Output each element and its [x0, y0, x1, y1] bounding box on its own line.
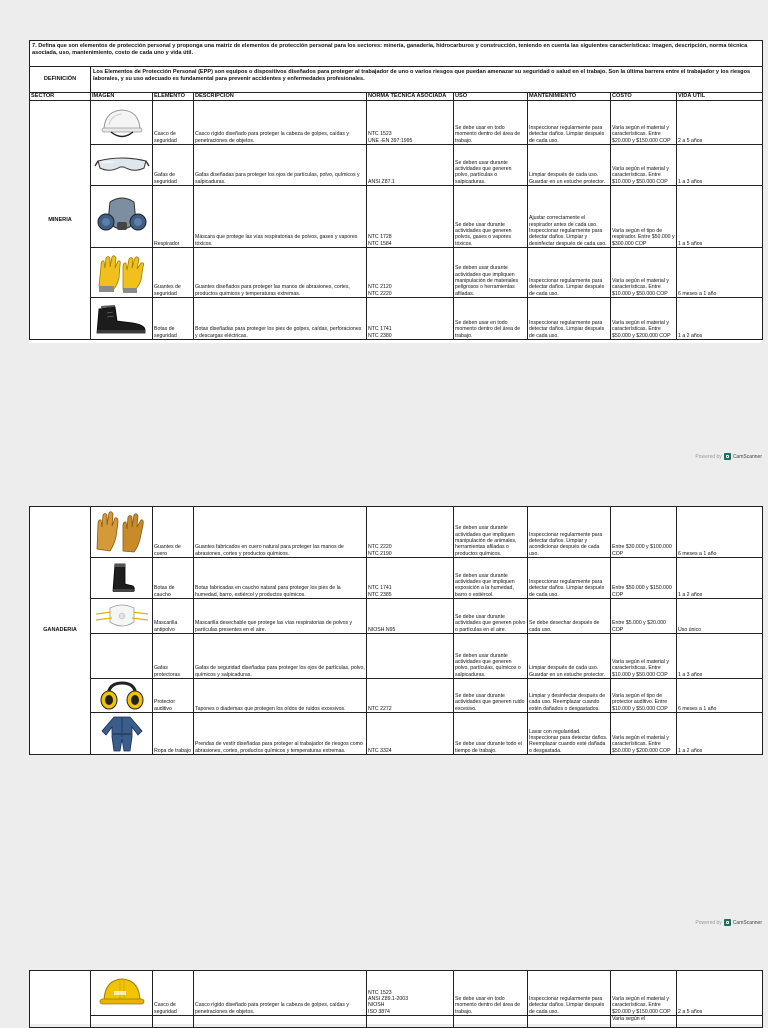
mantenimiento-cell: Inspeccionar regularmente para detectar daños. Limpiar y acondicionar después de cada uso. — [528, 507, 611, 558]
vida-util-cell: 1 a 2 años — [677, 558, 763, 599]
norma-cell: NTC 1523 ANSI Z89.1-2003 NIOSH ISO 3874 — [367, 971, 454, 1016]
descripcion-cell: Botas fabricadas en caucho natural para proteger los pies de la humedad, barro, estiércol y productos químicos. — [194, 558, 367, 599]
costo-cell: Varía según el material y características. Entre $10.000 y $50.000 COP — [611, 248, 677, 298]
descripcion-cell: Casco rígido diseñado para proteger la cabeza de golpes, caídas y penetraciones de objetos. — [194, 971, 367, 1016]
header-costo: COSTO — [611, 93, 677, 101]
costo-cell: Varía según el material y características. Entre $20.000 y $150.000 COP — [611, 971, 677, 1016]
camscanner-brand-text: CamScanner — [732, 919, 762, 926]
image-cell — [91, 971, 153, 1016]
mantenimiento-cell: Inspeccionar regularmente para detectar daños. Limpiar después de cada uso. — [528, 248, 611, 298]
norma-cell: NTC 2120 NTC 2220 — [367, 248, 454, 298]
camscanner-logo-icon — [724, 919, 731, 926]
vida-util-cell: 1 a 3 años — [677, 145, 763, 186]
costo-cell: Varía según el material y características. Entre $20.000 y $150.000 COP — [611, 101, 677, 145]
mantenimiento-cell: Inspeccionar regularmente para detectar daños. Limpiar después de cada uso. — [528, 101, 611, 145]
table-row — [30, 186, 763, 248]
leather-gloves-icon — [93, 509, 151, 555]
costo-cell: Varía según el tipo de respirador. Entre $50.000 y $300.000 COP — [611, 186, 677, 248]
elemento-cell: Mascarilla antipolvo — [153, 599, 194, 634]
costo-cell: Varía según el tipo de protector auditivo. Entre $10.000 y $50.000 COP — [611, 679, 677, 713]
image-cell — [91, 145, 153, 186]
norma-cell: NTC 3324 — [367, 713, 454, 755]
vida-util-cell: Uso único — [677, 599, 763, 634]
descripcion-cell-empty — [194, 1016, 367, 1028]
header-norma: NORMA TECNICA ASOCIADA — [367, 93, 454, 101]
descripcion-cell: Mascarilla desechable que protege las vías respiratorias de polvos y partículas presentes en el aire. — [194, 599, 367, 634]
mantenimiento-cell: Ajustar correctamente el respirador antes de cada uso. Inspeccionar regularmente para detectar daños. Limpiar y desinfectar después de cada uso. — [528, 186, 611, 248]
elemento-cell: Ropa de trabajo — [153, 713, 194, 755]
uso-cell: Se debe usar durante actividades que generen polvos, gases o vapores tóxicos. — [454, 186, 528, 248]
image-cell — [91, 101, 153, 145]
costo-cell: Entre $30.000 y $100.000 COP — [611, 507, 677, 558]
mantenimiento-cell: Limpiar después de cada uso. Guardar en un estuche protector. — [528, 634, 611, 679]
table-row — [30, 713, 763, 755]
costo-cell: Entre $50.000 y $150.000 COP — [611, 558, 677, 599]
camscanner-brand-text: CamScanner — [732, 453, 762, 460]
descripcion-cell: Guantes fabricados en cuero natural para proteger las manos de abrasiones, cortes y productos químicos. — [194, 507, 367, 558]
table-row — [30, 599, 763, 634]
costo-cell: Varía según el material y características. Entre $10.000 y $50.000 COP — [611, 634, 677, 679]
costo-cell: Entre $5.000 y $20.000 COP — [611, 599, 677, 634]
mantenimiento-cell: Inspeccionar regularmente para detectar daños. Limpiar después de cada uso. — [528, 558, 611, 599]
table-row — [30, 634, 763, 679]
elemento-cell: Botas de seguridad — [153, 298, 194, 340]
elemento-cell: Gafas de seguridad — [153, 145, 194, 186]
camscanner-logo-icon — [724, 453, 731, 460]
image-cell — [91, 507, 153, 558]
mantenimiento-cell: Inspeccionar regularmente para detectar daños. Limpiar después de cada uso. — [528, 971, 611, 1016]
table-row — [30, 248, 763, 298]
ear-muffs-icon — [100, 681, 144, 711]
uso-cell: Se deben usar durante actividades que impliquen manipulación de animales, herramientas afiladas o productos químicos. — [454, 507, 528, 558]
definition-text: Los Elementos de Protección Personal (EPP) son equipos o dispositivos diseñados para proteger al trabajador de uno o varios riesgos que puedan amenazar su seguridad o salud en el trabajo. Son la última barrera entre el trabajador y los riesgos laborales, y su uso adecuado es fundamental para prevenir accidentes y enfermedades profesionales. — [91, 67, 763, 93]
vida-util-cell: 1 a 3 años — [677, 634, 763, 679]
elemento-cell: Guantes de cuero — [153, 507, 194, 558]
costo-cell: Varía según el material y características. Entre $50.000 y $200.000 COP — [611, 713, 677, 755]
vida-util-cell: 2 a 5 años — [677, 971, 763, 1016]
camscanner-watermark-1 — [695, 453, 762, 460]
uso-cell: Se deben usar en todo momento dentro del área de trabajo. — [454, 298, 528, 340]
powered-by-text: Powered by — [695, 919, 722, 926]
vida-util-cell: 6 meses a 1 año — [677, 679, 763, 713]
uso-cell: Se deben usar durante actividades que impliquen exposición a la humedad, barro o estiércol. — [454, 558, 528, 599]
norma-cell-empty — [367, 1016, 454, 1028]
vida-util-cell: 1 a 5 años — [677, 186, 763, 248]
uso-cell: Se deben usar durante actividades que generen polvo, partículas o salpicaduras. — [454, 145, 528, 186]
descripcion-cell: Prendas de vestir diseñadas para proteger al trabajador de riesgos como abrasiones, cortes, productos químicos y temperaturas extremas. — [194, 713, 367, 755]
mantenimiento-cell: Limpiar y desinfectar después de cada uso. Reemplazar cuando estén dañados o desgastados. — [528, 679, 611, 713]
norma-cell: NTC 1523 UNE -EN 397:1995 — [367, 101, 454, 145]
costo-cell: Varía según el material y características. Entre $10.000 y $50.000 COP — [611, 145, 677, 186]
document-page-3 — [29, 970, 762, 1024]
elemento-cell: Casco de seguridad — [153, 101, 194, 145]
vida-util-cell: 6 meses a 1 año — [677, 248, 763, 298]
descripcion-cell: Gafas diseñadas para proteger los ojos de partículas, polvo, químicos y salpicaduras. — [194, 145, 367, 186]
vida-util-cell-empty — [677, 1016, 763, 1028]
descripcion-cell: Guantes diseñados para proteger las manos de abrasiones, cortes, productos químicos y temperaturas extremas. — [194, 248, 367, 298]
uso-cell-empty — [454, 1016, 528, 1028]
mantenimiento-cell: Se debe desechar después de cada uso. — [528, 599, 611, 634]
vida-util-cell: 6 meses a 1 año — [677, 507, 763, 558]
header-vida-util: VIDA UTIL — [677, 93, 763, 101]
uso-cell: Se deben usar durante actividades que generen polvo, partículas, químicos o salpicaduras. — [454, 634, 528, 679]
norma-cell: NTC 2220 NTC 2190 — [367, 507, 454, 558]
epp-matrix-table-page3 — [29, 970, 763, 1028]
costo-cell: Varía según el material y características. Entre $50.000 y $200.000 COP — [611, 298, 677, 340]
header-sector: SECTOR — [30, 93, 91, 101]
definition-label: DEFINICIÓN — [30, 67, 91, 93]
elemento-cell-empty — [153, 1016, 194, 1028]
question-text: 7. Defina que son elementos de protección personal y proponga una matriz de elementos de protección personal para los sectores: minería, ganadería, hidrocarburos y construcción, teniendo en cuenta las siguientes características: imagen, descripción, norma técnica asociada, uso, mantenimiento, costo de cada uno y vida útil. — [30, 41, 763, 67]
elemento-cell: Gafas protectoras — [153, 634, 194, 679]
uso-cell: Se deben usar durante actividades que impliquen manipulación de materiales peligrosos o herramientas afiladas. — [454, 248, 528, 298]
uso-cell: Se debe usar en todo momento dentro del área de trabajo. — [454, 101, 528, 145]
image-cell — [91, 186, 153, 248]
mantenimiento-cell: Inspeccionar regularmente para detectar daños. Limpiar después de cada uso. — [528, 298, 611, 340]
norma-cell: NTC 1741 NTC 2380 — [367, 298, 454, 340]
norma-cell: NTC 1728 NTC 1584 — [367, 186, 454, 248]
image-cell — [91, 248, 153, 298]
descripcion-cell: Casco rígido diseñado para proteger la cabeza de golpes, caídas y penetraciones de objetos. — [194, 101, 367, 145]
norma-cell: ANSI Z87.1 — [367, 145, 454, 186]
image-cell-empty — [91, 634, 153, 679]
vida-util-cell: 2 a 5 años — [677, 101, 763, 145]
costo-cell: Varía según el — [611, 1016, 677, 1028]
table-row — [30, 971, 763, 1016]
image-cell — [91, 558, 153, 599]
vida-util-cell: 1 a 2 años — [677, 298, 763, 340]
sector-cell: GANADERIA — [30, 507, 91, 755]
elemento-cell: Botas de caucho — [153, 558, 194, 599]
mantenimiento-cell: Lavar con regularidad. Inspeccionar para detectar daños. Reemplazar cuando esté dañada o desgastada. — [528, 713, 611, 755]
table-row — [30, 679, 763, 713]
descripcion-cell: Tapones o diademas que protegen los oídos de ruidos excesivos. — [194, 679, 367, 713]
header-descripcion: DESCRIPCION — [194, 93, 367, 101]
table-row — [30, 558, 763, 599]
epp-matrix-table-mineria — [29, 40, 763, 340]
uso-cell: Se debe usar en todo momento dentro del área de trabajo. — [454, 971, 528, 1016]
powered-by-text: Powered by — [695, 453, 722, 460]
image-cell-empty — [91, 1016, 153, 1028]
vida-util-cell: 1 a 2 años — [677, 713, 763, 755]
table-row — [30, 1016, 763, 1028]
elemento-cell: Guantes de seguridad — [153, 248, 194, 298]
norma-cell — [367, 634, 454, 679]
norma-cell: NTC 2272 — [367, 679, 454, 713]
elemento-cell: Casco de seguridad — [153, 971, 194, 1016]
sector-cell: MINERIA — [30, 101, 91, 340]
dust-mask-icon — [94, 602, 150, 630]
hard-hat-icon — [97, 103, 147, 143]
table-header-row — [30, 93, 763, 101]
safety-boots-icon — [93, 303, 151, 335]
norma-cell: NIOSH N95 — [367, 599, 454, 634]
document-page-1 — [29, 40, 762, 343]
elemento-cell: Protector auditivo — [153, 679, 194, 713]
table-row — [30, 101, 763, 145]
coverall-icon — [100, 715, 144, 753]
work-gloves-icon — [95, 252, 149, 294]
mantenimiento-cell-empty — [528, 1016, 611, 1028]
sector-cell-empty — [30, 971, 91, 1028]
table-row — [30, 298, 763, 340]
image-cell — [91, 679, 153, 713]
elemento-cell: Respirador — [153, 186, 194, 248]
image-cell — [91, 298, 153, 340]
table-row — [30, 507, 763, 558]
table-row — [30, 145, 763, 186]
safety-glasses-icon — [94, 152, 150, 178]
mantenimiento-cell: Limpiar después de cada uso. Guardar en un estuche protector. — [528, 145, 611, 186]
image-cell — [91, 713, 153, 755]
header-uso: USO — [454, 93, 528, 101]
norma-cell: NTC 1741 NTC 2385 — [367, 558, 454, 599]
document-page-2 — [29, 506, 762, 754]
header-mantenimiento: MANTENIMIENTO — [528, 93, 611, 101]
image-cell — [91, 599, 153, 634]
descripcion-cell: Gafas de seguridad diseñadas para proteger los ojos de partículas, polvo, químicos y salpicaduras. — [194, 634, 367, 679]
yellow-hard-hat-icon — [96, 974, 148, 1012]
camscanner-watermark-2 — [695, 919, 762, 926]
uso-cell: Se debe usar durante actividades que generen polvo o partículas en el aire. — [454, 599, 528, 634]
header-imagen: IMAGEN — [91, 93, 153, 101]
uso-cell: Se debe usar durante actividades que generen ruido excesivo. — [454, 679, 528, 713]
rubber-boots-icon — [107, 562, 137, 594]
uso-cell: Se debe usar durante todo el tiempo de trabajo. — [454, 713, 528, 755]
descripcion-cell: Máscara que protege las vías respiratorias de polvos, gases y vapores tóxicos. — [194, 186, 367, 248]
descripcion-cell: Botas diseñadas para proteger los pies de golpes, caídas, perforaciones y descargas eléctricas. — [194, 298, 367, 340]
header-elemento: ELEMENTO — [153, 93, 194, 101]
respirator-icon — [96, 192, 148, 242]
epp-matrix-table-ganaderia — [29, 506, 763, 755]
